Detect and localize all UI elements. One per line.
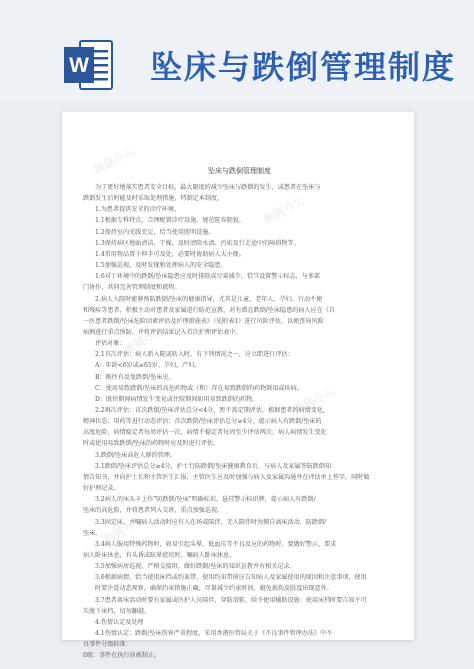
document-line: 0级：事件在执行前被制止。 <box>83 652 161 660</box>
document-line: 1.为患者提供安全的诊疗环境。 <box>95 206 181 214</box>
document-line: 精神状态、用药等进行动态评估；首次跌倒/坠床评估总分≥4分，提示病人有跌倒/坠床的 <box>83 418 322 426</box>
watermark-text: 熊猫办公 <box>261 194 307 227</box>
document-line: 3.2病人的床头卡上作"防跌倒/坠床"明确标识，悬挂警示标识牌，提示病人有跌倒/ <box>95 496 316 504</box>
document-line: 病人卧床休息，有头昏或眩晕症状时，嘱病人卧床休息。 <box>83 551 236 559</box>
banner-title: 坠床与跌倒管理制度 <box>150 48 457 86</box>
document-line: 1.3保持病区地面清洁、干燥，及时清除水渍、污垢及行走途中的障碍物等。 <box>95 239 300 247</box>
document-line: 3.跌倒/坠床高危人群的管理。 <box>95 451 176 459</box>
watermark-text: 熊猫办公 <box>271 574 317 607</box>
document-line: B：既往有反复跌倒/坠床史。 <box>95 373 175 381</box>
document-line: 好护理记录。 <box>83 485 120 493</box>
word-document-icon <box>64 38 114 92</box>
document-line: 失脱下床档，切勿翻越。 <box>83 607 151 615</box>
document-preview <box>62 112 414 660</box>
document-line: 3.3固定床、并嘱病人活动时应有人在场或陪伴，无人陪伴时勿擅自离床活动，防跌倒/ <box>95 518 327 526</box>
document-line: 高度危险，病情稳定者每周评估一次，病情不稳定者每周至少评估两次；病人病情发生变化 <box>83 429 327 437</box>
document-line: 评估对象： <box>95 340 126 348</box>
document-line: 门协作，共同完善管理制度和流程。 <box>83 284 181 292</box>
document-line: 坠床的高危险，并将患者列入交班，重点加强巡视。 <box>83 507 224 515</box>
document-line: A：年龄<6岁或≥65岁、孕妇、产妇。 <box>95 362 201 370</box>
document-line: 时或使用易致跌倒/坠床的药物时应及时进行评估。 <box>83 440 220 448</box>
document-line: 4.伤情认定及处理 <box>95 618 144 626</box>
document-line: 良事件分级标准： <box>83 641 132 649</box>
document-line: 情告知书，并向护士长和主管医生汇报，主管医生应及时加强与病人及家属沟通并在评估单上签字，同时做 <box>83 473 370 481</box>
watermark-text: 熊猫办公 <box>121 324 167 357</box>
document-line: 2.病人入院时能够预防跌倒/坠床的健康指导，尤其是儿童、老年人、孕妇、行动不便 <box>95 295 323 303</box>
document-line: 1.2保持室内光线充足，恰当使用照明设施。 <box>95 228 215 236</box>
watermark-text: 熊猫办公 <box>91 144 137 177</box>
document-line: 2.2再次评估：首次跌倒/坠床评估总分<4分，暂不需定期评估，根据患者的病情变化、 <box>95 407 330 414</box>
document-line: 1.6对于环境中的跌倒/坠床隐患应及时排除或尽量减少，恰当设置警示标志，与多部 <box>95 273 321 281</box>
document-line: 3.5加强病房巡视，严格交接班，做好跌倒/坠床的知识宣教并有相关记录。 <box>95 563 296 571</box>
document-line: 和残疾等患者，积极主动对患者及家属进行防范宣教，对有潜在跌倒/坠床隐患的病人应在《自 <box>83 306 335 314</box>
document-line: 1.1根据专科特点，合理配置诊疗设施，规范院容院貌。 <box>95 217 245 225</box>
document-line: 坠床。 <box>83 529 102 537</box>
document-line: 2.1首次评估：病人新入院或转入时，有下列情况之一，应立即进行评估： <box>95 351 294 359</box>
document-line: 1.5加强巡视，及时发现和处理病人的安全隐患。 <box>95 262 227 270</box>
document-line: 一医患者跌倒/坠床危险因素评估及护理措施表》（见附表1）进行风险评估，以便查询风险 <box>83 317 324 325</box>
word-icon-letter: W <box>69 54 89 77</box>
document-line: 跌倒发生后时能及时采取处理措施，特制定本制度。 <box>83 195 224 203</box>
watermark-text: 熊猫办公 <box>291 384 337 417</box>
document-line: D：既往期间病情发生变化或住院期间如用易致跌倒的药物。 <box>95 395 259 403</box>
document-line: 3.6根据病情，恰当使用床挡或约束带，使用约束带前应告知病人及家属使用的原因和注意事项，使用 <box>95 574 367 582</box>
document-line: 病例进行重点预防，并将评估结果记入首次护理评估表中。 <box>83 328 242 336</box>
document-line: 1.4常用物品置于伸手可及处，必要时协助病人大小便。 <box>95 250 245 258</box>
watermark-text: 熊猫办公 <box>101 514 147 547</box>
document-line: 3.4病人服用特殊药物时，如易引起头晕、低血压等不良反应的药物时，要做好警示，要求 <box>95 540 337 548</box>
document-line: 3.1跌倒/坠床评估总分≥4分，护士行防跌倒/坠床健康教育后，与病人及家属签防跌倒知 <box>95 462 332 470</box>
document-title: 坠床与跌倒管理制度 <box>208 167 271 175</box>
header-banner <box>0 0 474 102</box>
document-line: 时要注意动态观察，确保约束措施正确，尽量减少约束时间，避免损伤皮肤及出现意外。 <box>95 585 333 593</box>
document-line: 3.7患者离床活动时要有家属或医护人员陪伴，穿防滑鞋，给予使用辅助设施：使用床档时要告知不可 <box>95 596 367 604</box>
document-line: C：使用易致跌倒/坠床的高危药物或（和）存在易致跌倒的药物联用或疾病。 <box>95 384 303 392</box>
document-line: 为了更好地落实患者安全目标，最大限度的减少坠床与跌倒的发生，或患者在坠床与 <box>95 184 321 191</box>
document-line: 4.1伤情认定：跌倒/坠床伤害严重程度，采用香港医管局关于《不良事件管理办法》中不 <box>95 630 333 637</box>
